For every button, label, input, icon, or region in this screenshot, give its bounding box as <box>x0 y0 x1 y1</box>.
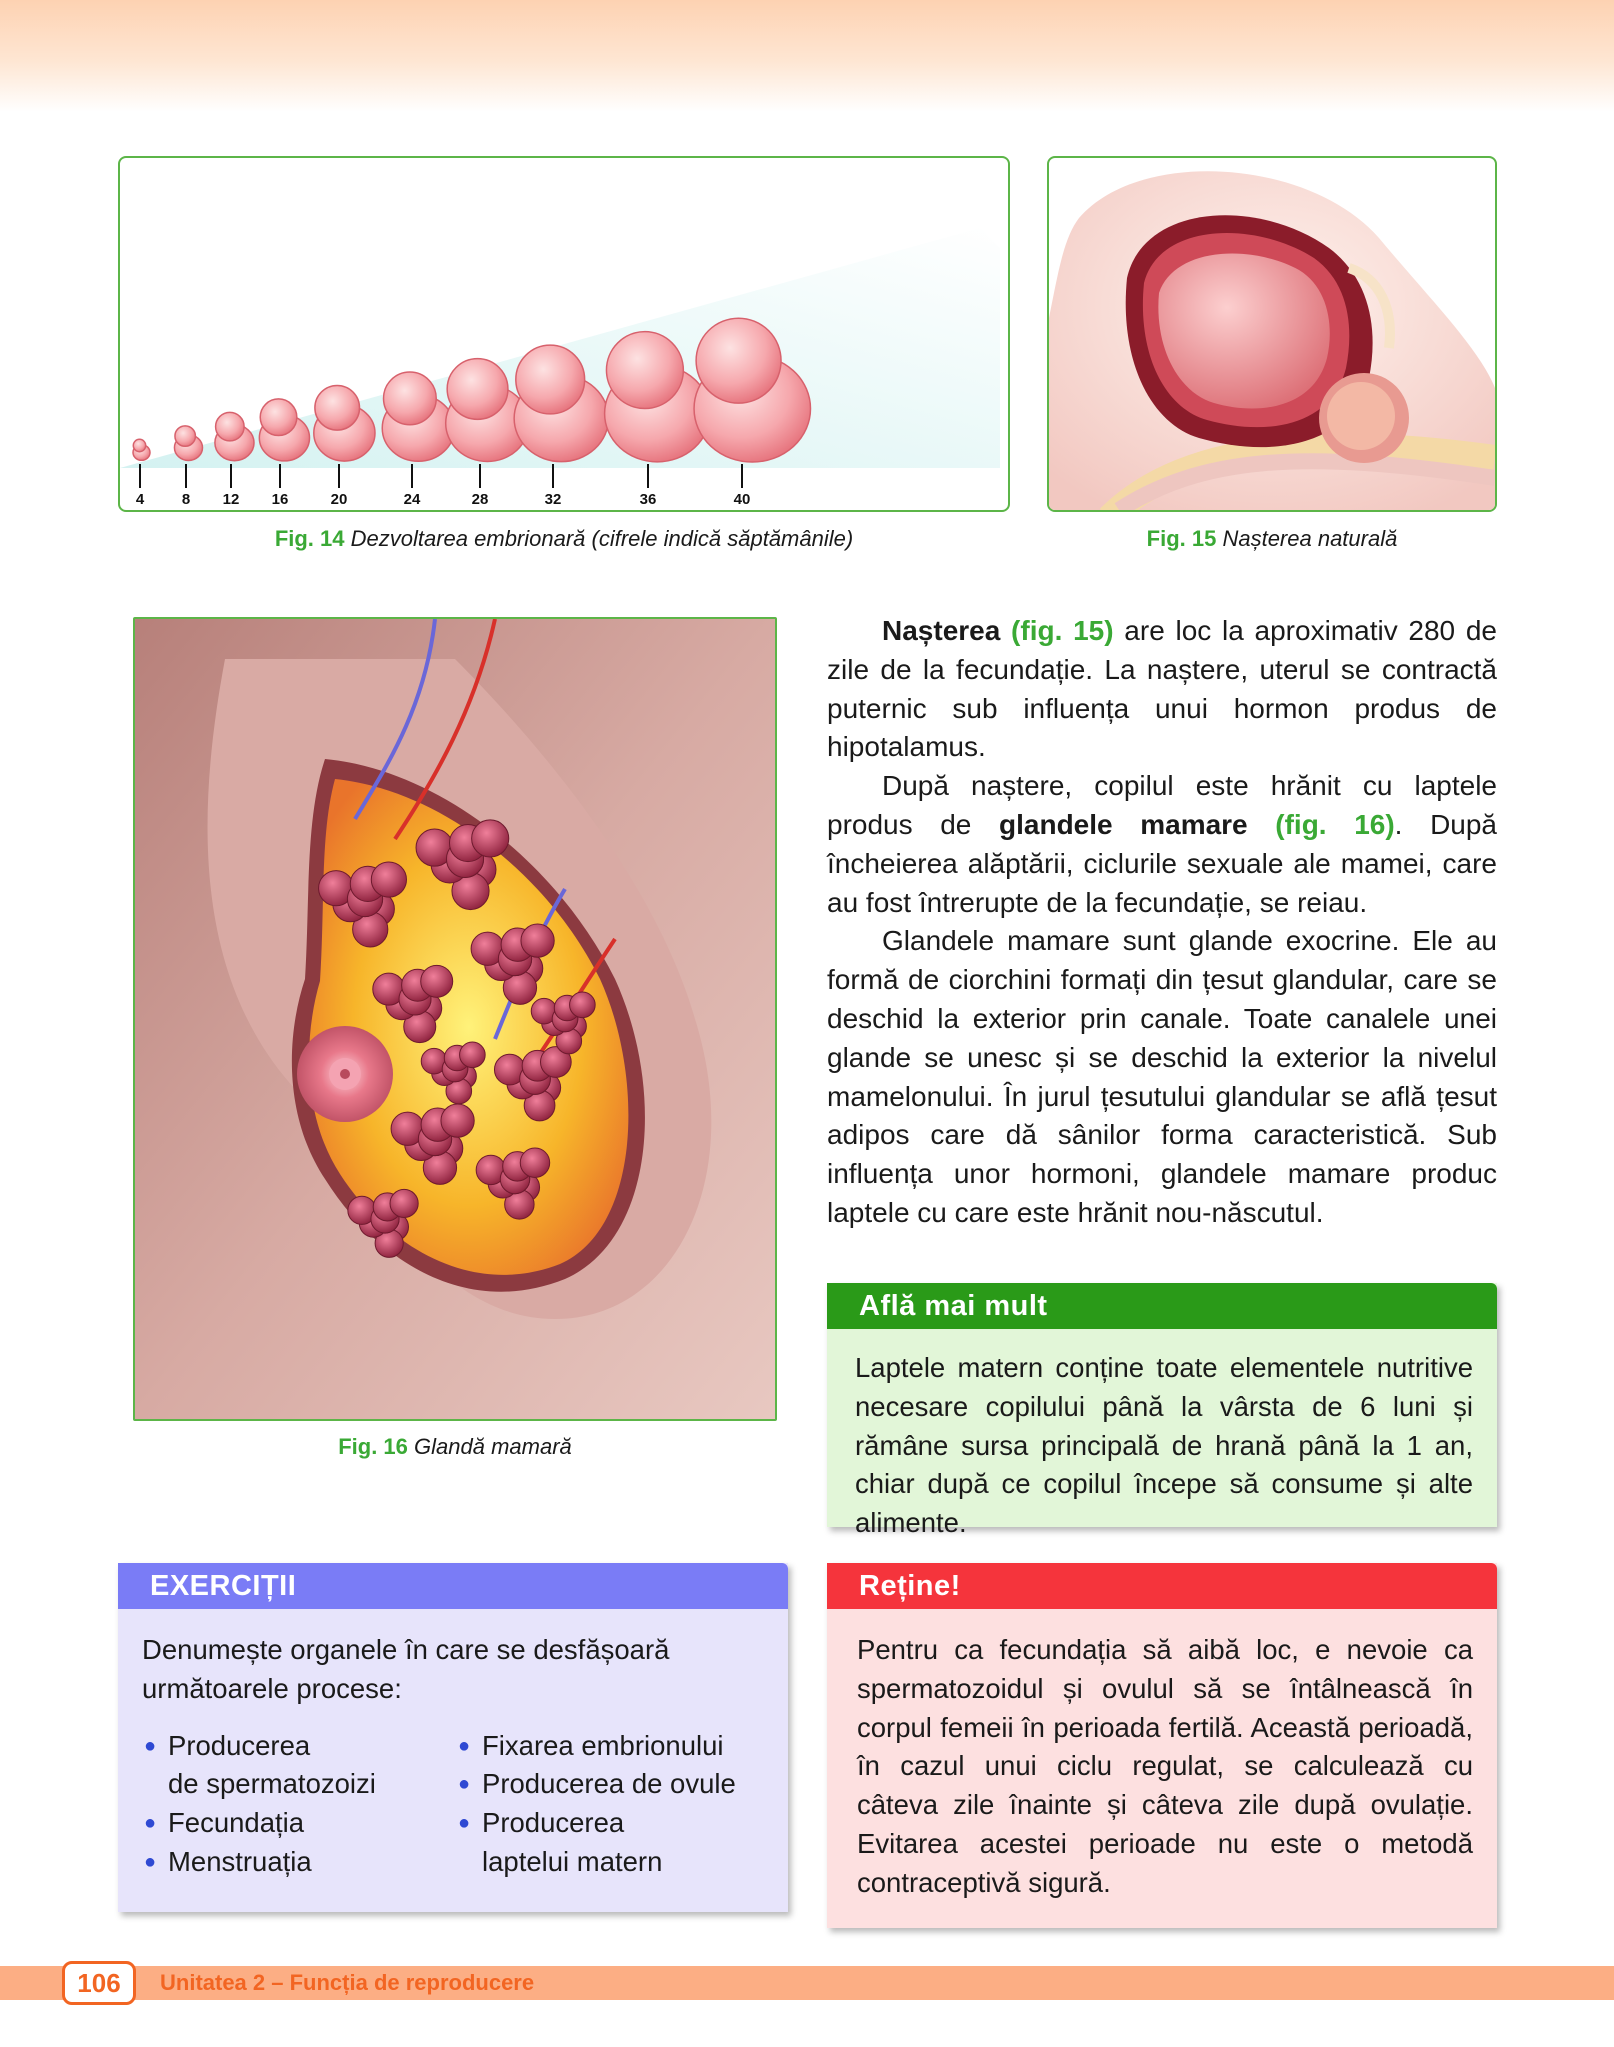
figure-14-caption <box>118 526 1010 552</box>
learn-more-box <box>827 1283 1497 1539</box>
exercises-list <box>142 1727 764 1882</box>
figure-number: Fig. 15 <box>1146 526 1217 551</box>
lobule <box>570 992 596 1018</box>
fetus-week-4 <box>133 439 150 460</box>
week-label: 28 <box>471 491 489 508</box>
exercises-column-1 <box>142 1727 456 1882</box>
figure-caption-text: Glandă mamară <box>414 1434 572 1459</box>
figure-reference: (fig. 15) <box>1011 615 1114 646</box>
week-ticks <box>136 464 751 508</box>
lobule <box>441 1104 474 1137</box>
figure-reference: (fig. 16) <box>1275 808 1395 840</box>
week-label: 12 <box>222 491 240 508</box>
learn-more-text: Laptele matern conține toate elementele nutritive necesare copilului până la vârsta de 6 luni și rămâne sursa principală de hrană până la 1 an, chiar după ce copilul începe să consume și alte alimente. <box>855 1352 1473 1539</box>
figure-natural-birth <box>1047 156 1497 512</box>
exercises-body <box>118 1609 788 1882</box>
week-label: 16 <box>271 491 289 508</box>
term-birth: Nașterea <box>882 615 1001 646</box>
list-item-continuation: laptelui matern <box>482 1845 663 1877</box>
list-item-continuation: de spermatozoizi <box>168 1768 376 1800</box>
unit-title: Unitatea 2 – Funcția de reproducere <box>160 1970 535 1995</box>
paragraph-text: are loc la aproximativ 280 de zile de la fecundație. La naștere, uterul se contractă puternic sub influența unui hormon produs de hipotalamus. <box>827 615 1498 763</box>
fetus-week-20 <box>314 385 375 461</box>
paragraph-text: . După încheierea alăptării, ciclurile sexuale ale mamei, care au fost întrerupte de la fecundație, se reiau. <box>827 808 1498 918</box>
fetus-stages <box>133 318 811 462</box>
list-item: ● Fixarea embrionului <box>456 1727 736 1766</box>
paragraph-birth <box>827 612 1497 767</box>
learn-more-title: Află mai mult <box>827 1283 1497 1329</box>
week-label: 32 <box>544 491 562 508</box>
week-label: 24 <box>403 491 421 508</box>
figure-number: Fig. 14 <box>274 526 345 551</box>
mammary-gland-illustration <box>135 619 775 1419</box>
lobule <box>521 924 554 957</box>
top-header-band <box>0 0 1614 112</box>
remember-text: Pentru ca fecundația să aibă loc, e nevoie ca spermatozoidul și ovulul să se întâlnească în corpul femeii în perioada fertilă. Această perioadă, în cazul unui ciclu regulat, se calculează cu câteva zile înainte și câteva zile după ovulație. Evitarea acestei perioade nu este o metodă contraceptivă sigură. <box>857 1634 1473 1898</box>
figure-embryo-development <box>118 156 1010 512</box>
lobule <box>520 1148 549 1177</box>
page-number: 106 <box>62 1961 136 2005</box>
paragraph-glands: Glandele mamare sunt glande exocrine. Ele au formă de ciorchini formați din țesut glandular, care se deschid la exterior prin canale. Toate canalele unei glande se unesc și se deschid la exterior la nivelul mamelonului. În jurul țesutului glandular se află țesut adipos care dă sânilor forma caracteristică. Sub influența unor hormoni, glandele mamare produc laptele cu care este hrănit nou-născutul. <box>827 925 1497 1228</box>
list-item: ● Menstruația <box>142 1843 456 1882</box>
figure-number: Fig. 16 <box>338 1434 408 1459</box>
exercises-box <box>118 1563 788 1912</box>
lobule <box>472 820 509 857</box>
term-mammary-glands: glandele mamare <box>999 808 1248 840</box>
list-item: ● Producerea <box>142 1727 456 1766</box>
fetus-week-12 <box>215 412 254 460</box>
list-item: ● Fecundația <box>142 1804 456 1843</box>
fetus-week-8 <box>174 426 202 461</box>
embryo-development-illustration <box>120 158 1008 510</box>
week-label: 40 <box>733 491 751 508</box>
exercises-column-2 <box>456 1727 736 1882</box>
list-item: ● Producerea <box>456 1804 736 1843</box>
lobule <box>390 1189 418 1217</box>
list-item: ● Producerea de ovule <box>456 1765 736 1804</box>
exercises-title: EXERCIȚII <box>118 1563 788 1609</box>
figure-caption-text: Nașterea naturală <box>1222 526 1398 551</box>
paragraph-lactation <box>827 767 1497 922</box>
week-label: 20 <box>330 491 348 508</box>
week-label: 36 <box>639 491 657 508</box>
week-label: 4 <box>135 491 145 508</box>
exercises-prompt: Denumește organele în care se desfășoară următoarele procese: <box>142 1634 670 1704</box>
natural-birth-illustration <box>1049 158 1495 510</box>
lobule <box>460 1042 486 1068</box>
figure-mammary-gland <box>133 617 777 1421</box>
figure-15-caption <box>1047 526 1497 552</box>
lobule <box>371 862 406 897</box>
main-text <box>827 612 1497 1233</box>
remember-box <box>827 1563 1497 1928</box>
lobule <box>421 965 453 997</box>
week-label: 8 <box>181 491 191 508</box>
fetus-week-16 <box>259 399 309 461</box>
figure-caption-text: Dezvoltarea embrionară (cifrele indică săptămânile) <box>350 526 854 551</box>
figure-16-caption <box>133 1434 777 1460</box>
remember-title: Reține! <box>827 1563 1497 1609</box>
paragraph-text: După naștere, copilul este hrănit cu laptele produs de <box>827 770 1497 840</box>
